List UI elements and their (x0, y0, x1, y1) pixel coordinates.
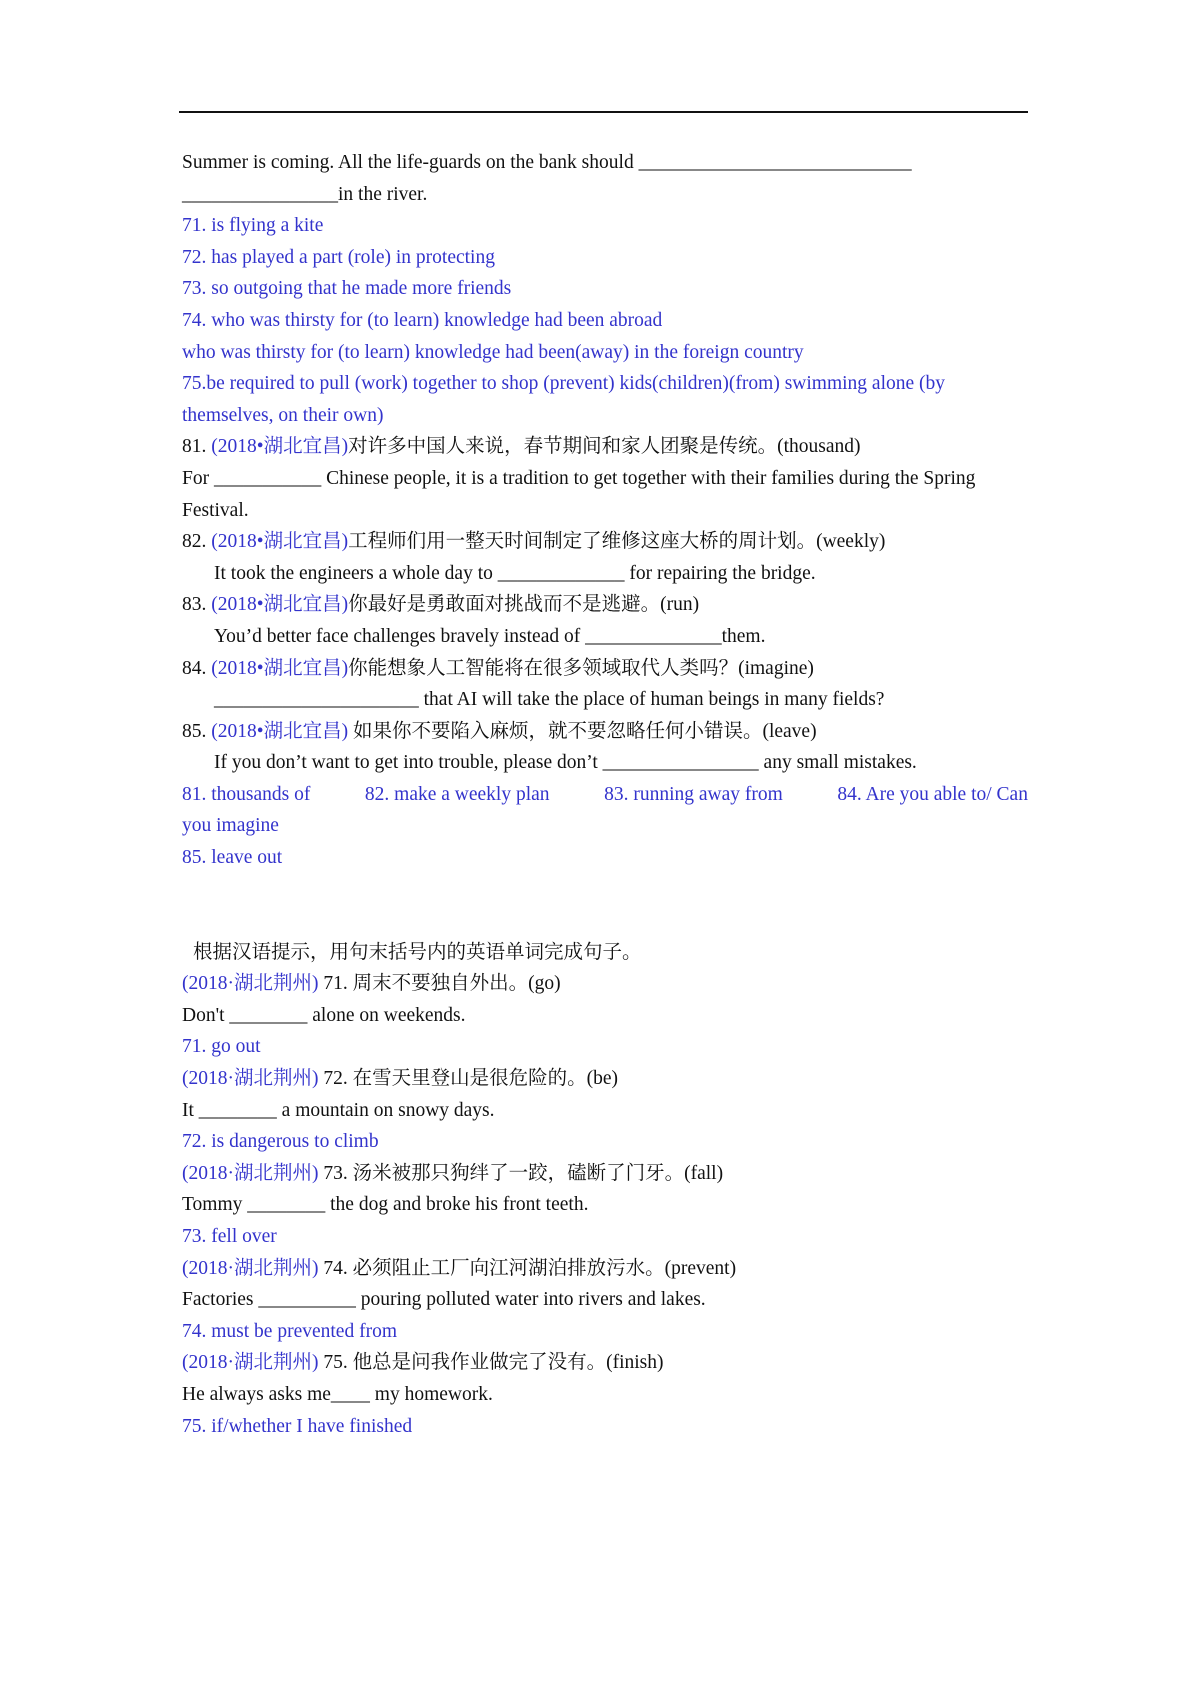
source-label: (2018·湖北荆州) (182, 1352, 319, 1374)
answer-84-continued: you imagine (182, 815, 279, 837)
answer-line: 72. is dangerous to climb (182, 1131, 379, 1153)
chinese-prompt: 74. 必须阻止工厂向江河湖泊排放污水。(prevent) (318, 1257, 737, 1279)
english-sentence: _____________________ that AI will take the place of human beings in many fields? (214, 689, 885, 711)
source-label: (2018·湖北荆州) (182, 973, 319, 995)
section-gap (182, 874, 1028, 937)
question-number: 85. (182, 720, 212, 742)
english-sentence: Tommy ________ the dog and broke his front teeth. (182, 1194, 589, 1216)
question-82 (182, 526, 1028, 558)
english-sentence: If you don’t want to get into trouble, please don’t ________________ any small mistakes. (214, 752, 917, 774)
answer-85: 85. leave out (182, 847, 283, 869)
source-label: (2018•湖北宜昌) (211, 594, 349, 616)
chinese-prompt: 71. 周末不要独自外出。(go) (318, 973, 561, 995)
answer-line: 75. if/whether I have finished (182, 1415, 413, 1437)
chinese-prompt: 73. 汤米被那只狗绊了一跤，磕断了门牙。(fall) (318, 1162, 724, 1184)
english-sentence: You’d better face challenges bravely instead of ______________them. (214, 625, 766, 647)
question-74 (182, 1253, 1028, 1285)
chinese-prompt: 你能想象人工智能将在很多领域取代人类吗？(imagine) (348, 657, 814, 679)
question-85 (182, 716, 1028, 748)
document-body (182, 147, 1028, 1442)
question-number: 81. (182, 436, 212, 458)
question-84 (182, 653, 1028, 685)
chinese-prompt: 你最好是勇敢面对挑战而不是逃避。(run) (348, 594, 700, 616)
answer-line: 73. so outgoing that he made more friends (182, 278, 512, 300)
answer-line: who was thirsty for (to learn) knowledge had been(away) in the foreign country (182, 341, 804, 363)
source-label: (2018•湖北宜昌) (211, 436, 349, 458)
answer-line: 71. go out (182, 1036, 261, 1058)
chinese-prompt: 工程师们用一整天时间制定了维修这座大桥的周计划。(weekly) (348, 531, 886, 553)
question-72 (182, 1063, 1028, 1095)
question-83 (182, 589, 1028, 621)
chinese-prompt: 75. 他总是问我作业做完了没有。(finish) (318, 1352, 664, 1374)
chinese-prompt: 如果你不要陷入麻烦，就不要忽略任何小错误。(leave) (348, 720, 817, 742)
answer-84: 84. Are you able to/ Can (837, 783, 1028, 805)
source-label: (2018•湖北宜昌) (211, 531, 349, 553)
answer-row (182, 779, 1028, 811)
question-73 (182, 1158, 1028, 1190)
english-sentence: He always asks me____ my homework. (182, 1383, 493, 1405)
english-sentence: Don't ________ alone on weekends. (182, 1004, 466, 1026)
english-sentence: Factories __________ pouring polluted water into rivers and lakes. (182, 1289, 706, 1311)
source-label: (2018·湖北荆州) (182, 1257, 319, 1279)
chinese-prompt: 对许多中国人来说，春节期间和家人团聚是传统。(thousand) (348, 436, 861, 458)
question-71 (182, 968, 1028, 1000)
question-75 (182, 1347, 1028, 1379)
english-sentence: It ________ a mountain on snowy days. (182, 1099, 495, 1121)
source-label: (2018·湖北荆州) (182, 1162, 319, 1184)
question-text: ________________in the river. (182, 183, 428, 205)
source-label: (2018·湖北荆州) (182, 1068, 319, 1090)
answer-83: 83. running away from (604, 783, 783, 805)
header-rule (179, 111, 1028, 113)
chinese-prompt: 72. 在雪天里登山是很危险的。(be) (318, 1068, 619, 1090)
source-label: (2018•湖北宜昌) (211, 720, 349, 742)
source-label: (2018•湖北宜昌) (211, 657, 349, 679)
english-sentence: It took the engineers a whole day to _____________ for repairing the bridge. (214, 562, 816, 584)
answer-line: 75.be required to pull (work) together to shop (prevent) kids(children)(from) swimming alone (by themselves, on their own) (182, 373, 946, 426)
question-number: 84. (182, 657, 212, 679)
answer-line: 74. who was thirsty for (to learn) knowledge had been abroad (182, 309, 663, 331)
answer-line: 72. has played a part (role) in protecting (182, 246, 495, 268)
answer-line: 73. fell over (182, 1226, 277, 1247)
answer-82: 82. make a weekly plan (364, 783, 550, 805)
question-81 (182, 431, 1028, 463)
answer-line: 74. must be prevented from (182, 1320, 397, 1342)
question-text: Summer is coming. All the life-guards on the bank should ____________________________ (182, 152, 912, 173)
english-sentence: For ___________ Chinese people, it is a tradition to get together with their families during the Spring Festival. (182, 467, 976, 521)
section-instruction: 根据汉语提示，用句末括号内的英语单词完成句子。 (193, 941, 642, 963)
answer-line: 71. is flying a kite (182, 215, 324, 237)
question-number: 82. (182, 531, 212, 553)
question-number: 83. (182, 594, 212, 616)
answer-81: 81. thousands of (182, 783, 311, 805)
